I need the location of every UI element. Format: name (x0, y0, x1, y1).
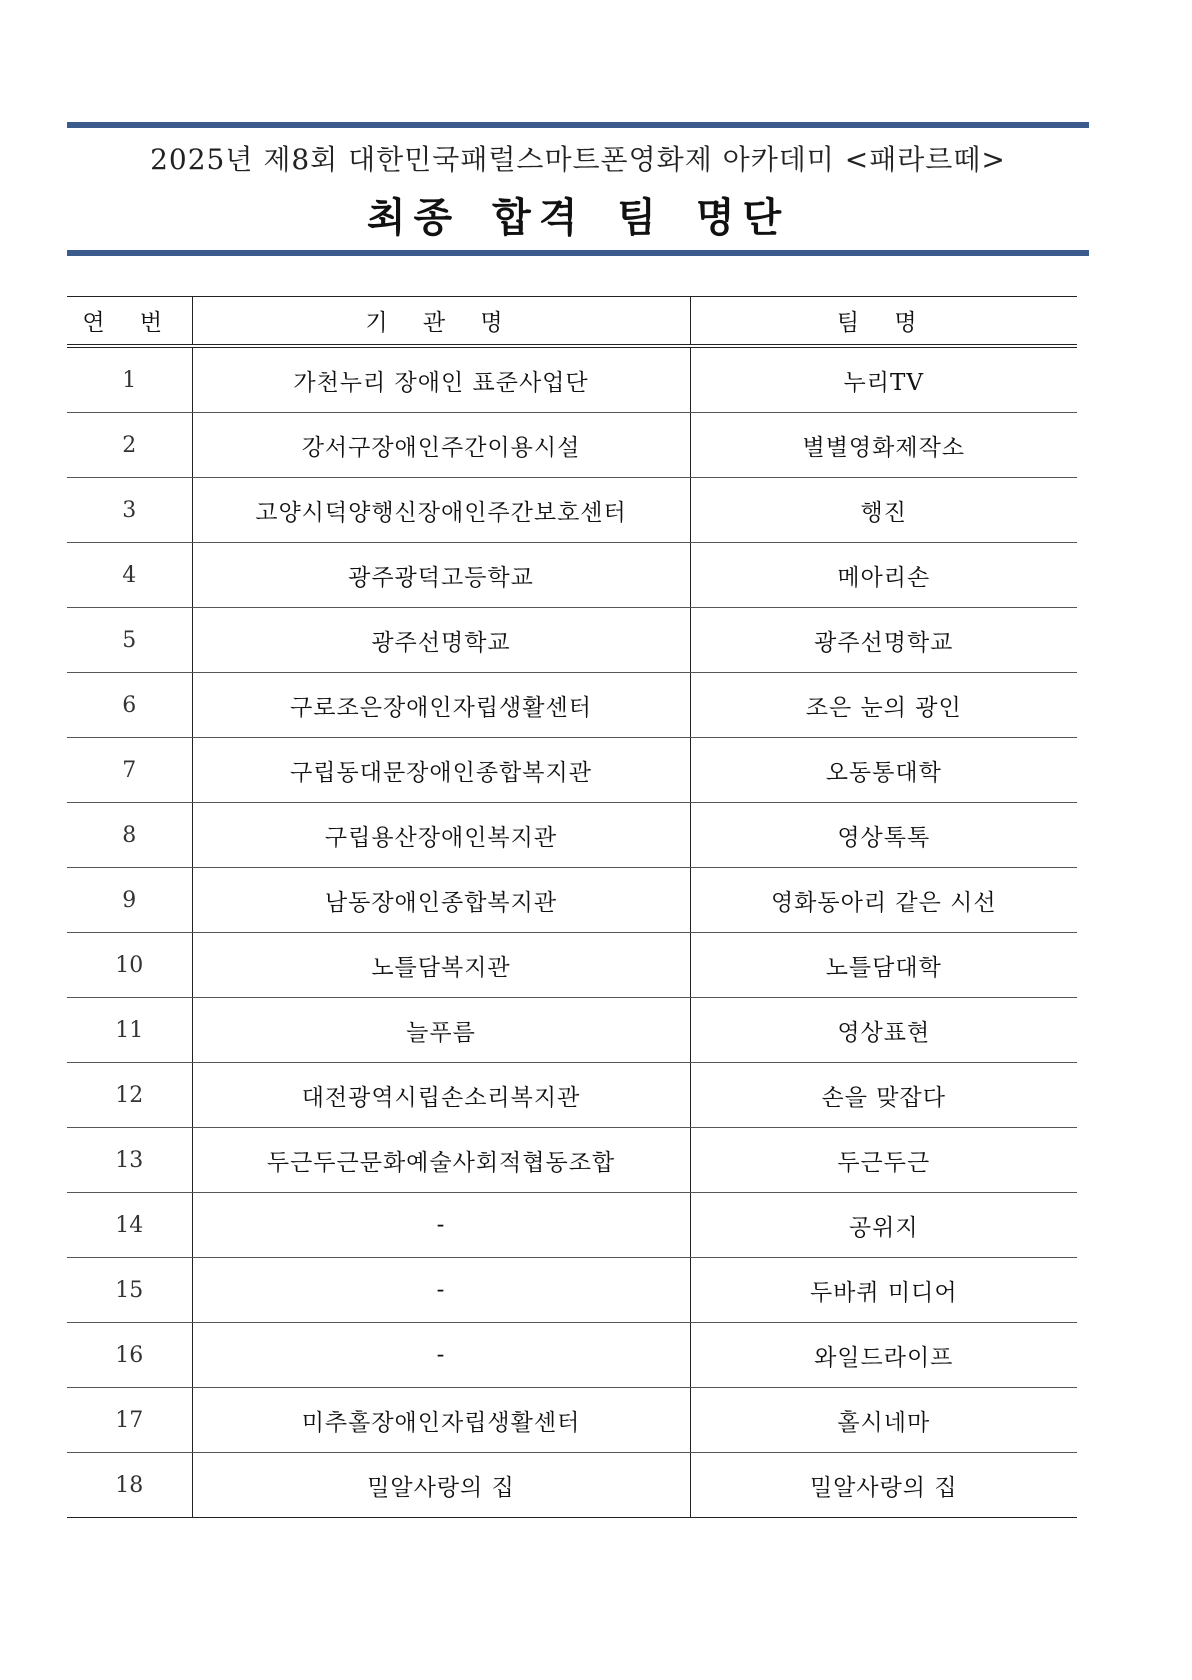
row-number: 5 (67, 608, 192, 673)
table-row (67, 933, 1077, 998)
table-row (67, 998, 1077, 1063)
organization-name: 밀알사랑의 집 (192, 1453, 690, 1518)
column-header-organization: 기 관 명 (192, 297, 690, 347)
table-body (67, 346, 1077, 1518)
page-subtitle: 2025년 제8회 대한민국패럴스마트폰영화제 아카데미 <패라르떼> (150, 143, 1006, 176)
row-number: 6 (67, 673, 192, 738)
organization-name: 두근두근문화예술사회적협동조합 (192, 1128, 690, 1193)
row-number: 13 (67, 1128, 192, 1193)
table-row (67, 1258, 1077, 1323)
team-name: 영상표현 (690, 998, 1077, 1063)
row-number: 7 (67, 738, 192, 803)
team-name: 홀시네마 (690, 1388, 1077, 1453)
organization-name: 강서구장애인주간이용시설 (192, 413, 690, 478)
team-name: 두근두근 (690, 1128, 1077, 1193)
team-name: 두바퀴 미디어 (690, 1258, 1077, 1323)
table-row (67, 738, 1077, 803)
organization-name: 광주선명학교 (192, 608, 690, 673)
organization-name: 가천누리 장애인 표준사업단 (192, 346, 690, 413)
organization-name: 남동장애인종합복지관 (192, 868, 690, 933)
row-number: 12 (67, 1063, 192, 1128)
table-row (67, 803, 1077, 868)
team-name: 노틀담대학 (690, 933, 1077, 998)
organization-name: 늘푸름 (192, 998, 690, 1063)
team-name: 메아리손 (690, 543, 1077, 608)
row-number: 14 (67, 1193, 192, 1258)
table-row (67, 1193, 1077, 1258)
table-row (67, 478, 1077, 543)
table-row (67, 1128, 1077, 1193)
team-name: 광주선명학교 (690, 608, 1077, 673)
table-row (67, 673, 1077, 738)
row-number: 16 (67, 1323, 192, 1388)
row-number: 4 (67, 543, 192, 608)
row-number: 17 (67, 1388, 192, 1453)
organization-name: - (192, 1193, 690, 1258)
table-row (67, 608, 1077, 673)
column-header-team: 팀 명 (690, 297, 1077, 347)
team-name: 행진 (690, 478, 1077, 543)
table-row (67, 1063, 1077, 1128)
row-number: 1 (67, 346, 192, 413)
team-name: 공위지 (690, 1193, 1077, 1258)
row-number: 9 (67, 868, 192, 933)
column-header-number: 연 번 (67, 297, 192, 347)
teams-table (67, 296, 1077, 1518)
row-number: 11 (67, 998, 192, 1063)
organization-name: 구립동대문장애인종합복지관 (192, 738, 690, 803)
row-number: 15 (67, 1258, 192, 1323)
bottom-rule (67, 250, 1089, 256)
table-row (67, 1388, 1077, 1453)
row-number: 10 (67, 933, 192, 998)
table-row (67, 1323, 1077, 1388)
organization-name: 구립용산장애인복지관 (192, 803, 690, 868)
organization-name: - (192, 1258, 690, 1323)
table-header-row (67, 297, 1077, 347)
organization-name: 미추홀장애인자립생활센터 (192, 1388, 690, 1453)
table-row (67, 543, 1077, 608)
team-name: 누리TV (690, 346, 1077, 413)
organization-name: 노틀담복지관 (192, 933, 690, 998)
table-row (67, 1453, 1077, 1518)
team-name: 와일드라이프 (690, 1323, 1077, 1388)
team-name: 오동통대학 (690, 738, 1077, 803)
row-number: 18 (67, 1453, 192, 1518)
top-rule (67, 122, 1089, 128)
organization-name: 대전광역시립손소리복지관 (192, 1063, 690, 1128)
organization-name: 고양시덕양행신장애인주간보호센터 (192, 478, 690, 543)
team-name: 영상톡톡 (690, 803, 1077, 868)
team-name: 별별영화제작소 (690, 413, 1077, 478)
table-row (67, 413, 1077, 478)
table-row (67, 346, 1077, 413)
row-number: 3 (67, 478, 192, 543)
table-row (67, 868, 1077, 933)
page-title: 최종 합격 팀 명단 (366, 194, 790, 241)
organization-name: 구로조은장애인자립생활센터 (192, 673, 690, 738)
organization-name: 광주광덕고등학교 (192, 543, 690, 608)
row-number: 2 (67, 413, 192, 478)
team-name: 손을 맞잡다 (690, 1063, 1077, 1128)
team-name: 영화동아리 같은 시선 (690, 868, 1077, 933)
team-name: 밀알사랑의 집 (690, 1453, 1077, 1518)
row-number: 8 (67, 803, 192, 868)
organization-name: - (192, 1323, 690, 1388)
team-name: 조은 눈의 광인 (690, 673, 1077, 738)
